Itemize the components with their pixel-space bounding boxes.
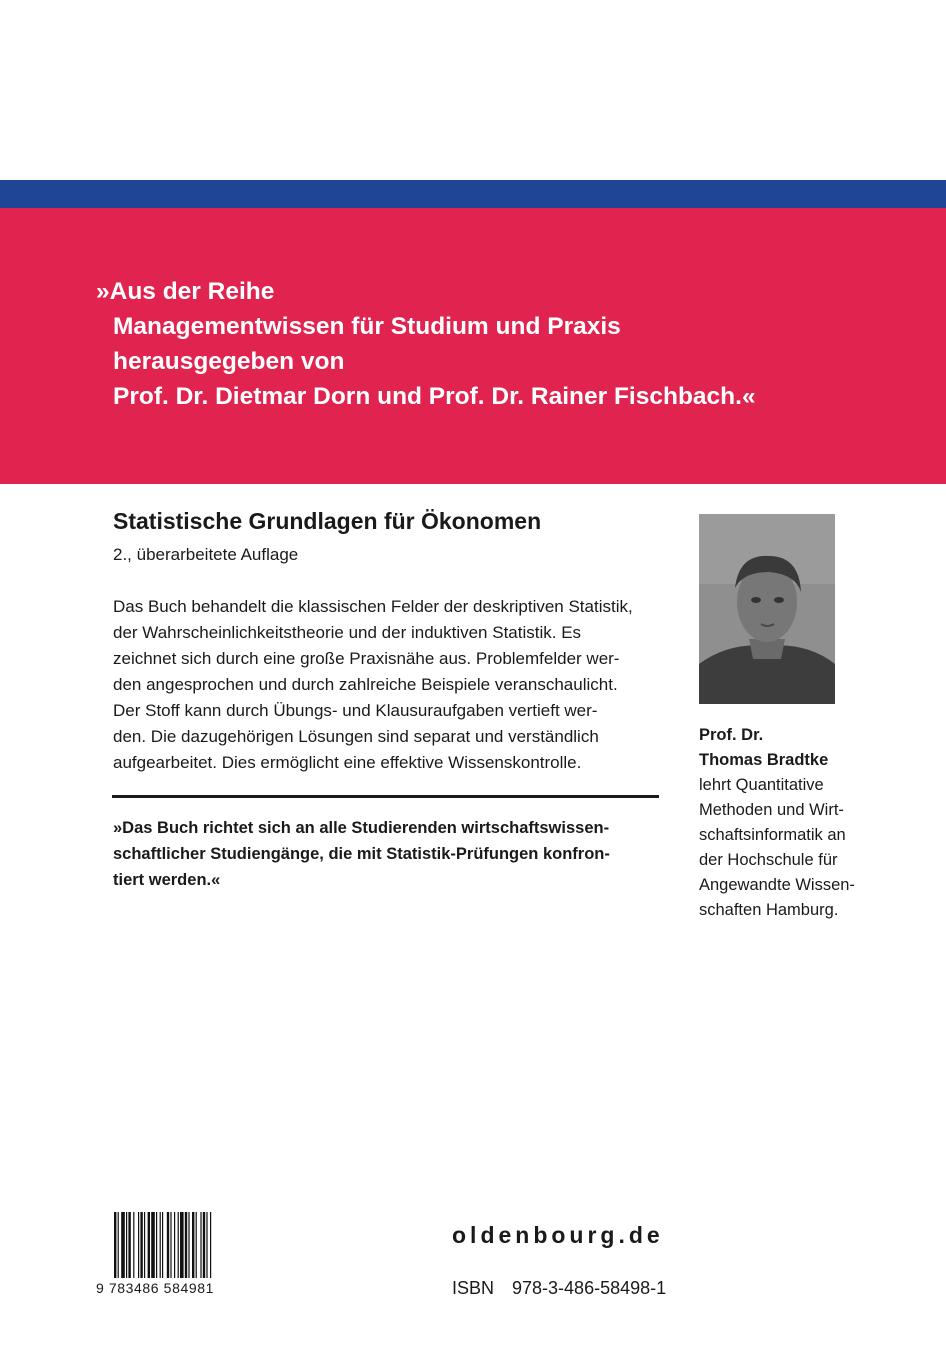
description-line: zeichnet sich durch eine große Praxisnähe aus. Problemfelder wer- [113, 649, 620, 668]
series-line: herausgegeben von [113, 348, 345, 375]
quote-line: schaftlicher Studiengänge, die mit Statistik-Prüfungen konfron- [113, 845, 610, 863]
description-line: aufgearbeitet. Dies ermöglicht eine effektive Wissenskontrolle. [113, 753, 582, 772]
author-portrait-icon [699, 514, 835, 704]
description-line: der Wahrscheinlichkeitstheorie und der induktiven Statistik. Es [113, 623, 582, 642]
series-line: Prof. Dr. Dietmar Dorn und Prof. Dr. Rainer Fischbach.« [113, 383, 756, 410]
author-bio-line: schaftsinformatik an [699, 826, 846, 844]
series-line: Managementwissen für Studium und Praxis [113, 313, 621, 340]
blue-band [0, 180, 946, 208]
author-name-line: Thomas Bradtke [699, 751, 829, 769]
quote-line: »Das Buch richtet sich an alle Studierenden wirtschaftswissen- [113, 819, 610, 837]
author-bio-line: der Hochschule für [699, 851, 838, 869]
book-description [113, 594, 673, 776]
target-audience-quote [113, 815, 610, 893]
author-photo [699, 514, 835, 704]
edition: 2., überarbeitete Auflage [113, 545, 299, 564]
author-name [699, 723, 828, 773]
description-line: Der Stoff kann durch Übungs- und Klausuraufgaben vertieft wer- [113, 701, 598, 720]
author-bio-line: Methoden und Wirt- [699, 801, 844, 819]
author-bio-line: Angewandte Wissen- [699, 876, 855, 894]
barcode-digits: 9 783486 584981 [96, 1280, 214, 1296]
book-title: Statistische Grundlagen für Ökonomen [113, 508, 542, 534]
series-statement [96, 274, 916, 414]
isbn [452, 1278, 666, 1299]
quote-line: tiert werden.« [113, 871, 221, 889]
description-line: Das Buch behandelt die klassischen Felder der deskriptiven Statistik, [113, 597, 633, 616]
isbn-number: 978-3-486-58498-1 [512, 1278, 667, 1298]
author-bio [699, 773, 855, 923]
description-line: den angesprochen und durch zahlreiche Beispiele veranschaulicht. [113, 675, 618, 694]
description-line: den. Die dazugehörigen Lösungen sind separat und verständlich [113, 727, 599, 746]
author-bio-line: lehrt Quantitative [699, 776, 824, 794]
author-bio-line: schaften Hamburg. [699, 901, 839, 919]
divider [112, 795, 659, 798]
series-line: »Aus der Reihe [96, 278, 275, 305]
author-name-line: Prof. Dr. [699, 726, 764, 744]
isbn-label: ISBN [452, 1278, 495, 1298]
publisher-url: oldenbourg.de [452, 1222, 664, 1248]
